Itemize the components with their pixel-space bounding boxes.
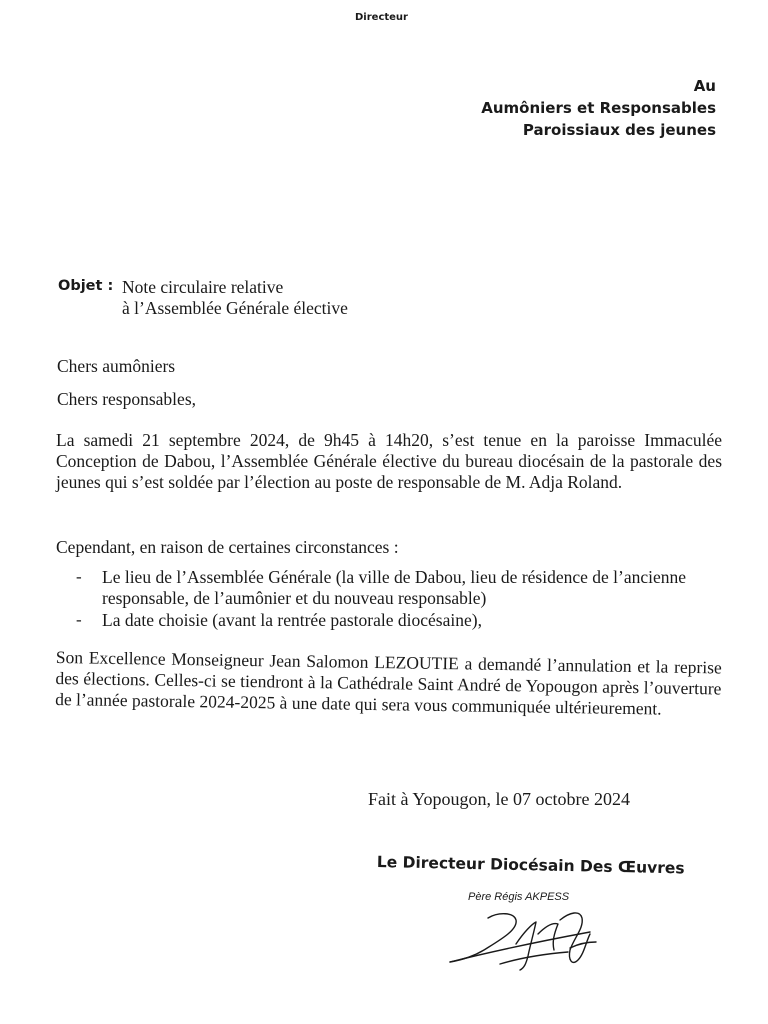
salutation-line-2: Chers responsables,	[57, 389, 197, 409]
bullet-marker: -	[76, 610, 82, 629]
header-title: Directeur	[355, 12, 408, 23]
subject-label: Objet :	[58, 278, 114, 294]
bullet-item-1: Le lieu de l’Assemblée Générale (la ville de Dabou, lieu de résidence de l’ancienne responsable, de l’aumônier et du nouveau responsable)	[102, 567, 687, 608]
body-paragraph-1: La samedi 21 septembre 2024, de 9h45 à 14h20, s’est tenue en la paroisse Immaculée Conception de Dabou, l’Assemblée Générale élective du bureau diocésain de la pastorale des jeunes qui s’est soldée par l’élection au poste de responsable de M. Adja Roland.	[56, 430, 722, 492]
subject-line-1: Note circulaire relative	[122, 277, 284, 297]
body-paragraph-3: Son Excellence Monseigneur Jean Salomon LEZOUTIE a demandé l’annulation et la reprise des élections. Celles-ci se tiendront à la Cathédrale Saint André de Yopougon après l’ouverture de l’année pastorale 2024-2025 à une date qui sera vous communiquée ultérieurement.	[55, 647, 722, 719]
salutation-line-1: Chers aumôniers	[57, 356, 176, 376]
recipient-line-3: Paroissiaux des jeunes	[522, 121, 716, 139]
signer-name: Père Régis AKPESS	[468, 891, 570, 903]
subject-line-2: à l’Assemblée Générale élective	[122, 298, 348, 318]
recipient-line-2: Aumôniers et Responsables	[481, 99, 716, 117]
body-paragraph-2-intro: Cependant, en raison de certaines circonstances :	[56, 537, 399, 557]
recipient-line-1: Au	[693, 77, 716, 95]
bullet-item-2: La date choisie (avant la rentrée pastorale diocésaine),	[102, 610, 482, 630]
handwritten-signature	[440, 898, 620, 978]
place-and-date: Fait à Yopougon, le 07 octobre 2024	[368, 789, 630, 809]
bullet-marker: -	[76, 567, 82, 586]
signatory-title: Le Directeur Diocésain Des Œuvres	[376, 853, 685, 878]
